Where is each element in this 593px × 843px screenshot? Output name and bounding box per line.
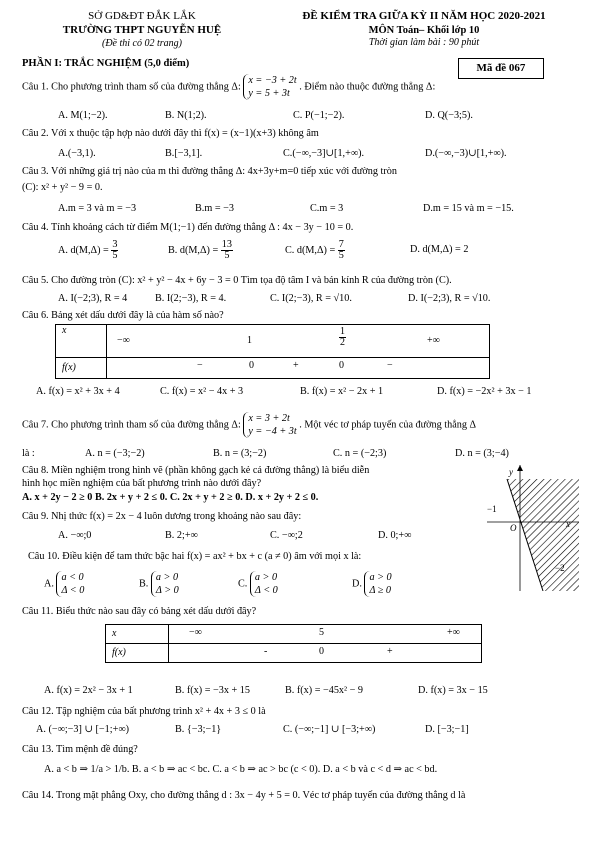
q6-sign-5: − [387, 360, 393, 371]
q6-f-values [107, 358, 490, 379]
x-label: x [566, 519, 570, 529]
q8-graph [487, 465, 579, 591]
q1-eq2: y = 5 + 3t [248, 88, 290, 99]
q10-d-system [364, 571, 391, 597]
q7-option-d[interactable]: D. n = (3;−4) [455, 448, 509, 459]
q6-option-b[interactable]: B. f(x) = x² − 2x + 1 [300, 386, 384, 397]
q11-x-head: x [106, 625, 169, 644]
q1-system [243, 74, 296, 100]
q11-sign-3: + [387, 646, 393, 657]
q6-x-4: +∞ [427, 335, 440, 346]
q10-d-label: D. [352, 578, 362, 590]
q6-x-values [107, 325, 490, 358]
q10-c-system [250, 571, 278, 597]
question-7 [22, 412, 476, 438]
q2-option-a[interactable]: A.(−3,1). [58, 148, 96, 159]
q9-option-c[interactable]: C. −∞;2 [270, 530, 303, 541]
q11-x-3: +∞ [447, 627, 460, 638]
q10-option-c[interactable] [238, 571, 278, 597]
question-6: Câu 6. Bảng xét dấu dưới đây là của hàm số nào? [22, 310, 224, 321]
q11-option-b[interactable]: B. f(x) = −3x + 15 [175, 685, 250, 696]
q4-c-num: 7 [338, 239, 344, 250]
q4-c-den: 5 [338, 250, 344, 261]
q6-f-row [56, 358, 490, 379]
q11-f-head: f(x) [106, 644, 169, 663]
question-12: Câu 12. Tập nghiệm của bất phương trình x² + 4x + 3 ≤ 0 là [22, 706, 266, 717]
q7-system [243, 412, 296, 438]
q5-option-d[interactable]: D. I(−2;3), R = √10. [408, 293, 491, 304]
q1-option-a[interactable]: A. M(1;−2). [58, 110, 108, 121]
q11-f-values [169, 644, 482, 663]
q4-b-label: B. d(M,Δ) = [168, 244, 219, 256]
q4-b-fraction [221, 240, 233, 261]
q11-sign-2: 0 [319, 646, 324, 657]
q11-f-row [106, 644, 482, 663]
q6-option-d[interactable]: D. f(x) = −2x² + 3x − 1 [437, 386, 532, 397]
q4-b-num: 13 [221, 239, 232, 250]
q6-x-row [56, 325, 490, 358]
q10-b-system [151, 571, 179, 597]
q11-x-row [106, 625, 482, 644]
q9-option-d[interactable]: D. 0;+∞ [378, 530, 412, 541]
q10-b-label: B. [139, 578, 149, 590]
q11-sign-1: - [264, 646, 268, 657]
q4-a-label: A. d(M,Δ) = [58, 244, 109, 256]
question-10: Câu 10. Điều kiện để tam thức bậc hai f(x) = ax² + bx + c (a ≠ 0) âm với mọi x là: [28, 551, 362, 562]
q7-la: là : [22, 448, 35, 459]
subject: MÔN Toán– Khối lớp 10 [368, 24, 480, 36]
q12-option-a[interactable]: A. (−∞;−3] ∪ [−1;+∞) [36, 724, 130, 735]
q6-x-head: x [56, 325, 107, 358]
q6-sign-1: − [197, 360, 203, 371]
q11-option-a[interactable]: A. f(x) = 2x² − 3x + 1 [44, 685, 133, 696]
q2-option-d[interactable]: D.(−∞,−3)∪[1,+∞). [425, 148, 507, 159]
q10-a-label: A. [44, 578, 54, 590]
q11-option-d[interactable]: D. f(x) = 3x − 15 [418, 685, 488, 696]
question-14: Câu 14. Trong mặt phẳng Oxy, cho đường thẳng d : 3x − 4y + 5 = 0. Véc tơ pháp tuyến của đường thẳng d là [22, 790, 466, 801]
header-left [22, 10, 262, 50]
q6-option-a[interactable]: A. f(x) = x² + 3x + 4 [36, 386, 120, 397]
q10-b-2: Δ > 0 [155, 585, 179, 596]
page-count: (Đề thi có 02 trang) [102, 37, 182, 49]
tick-minus-2: −2 [555, 563, 565, 573]
q4-c-label: C. d(M,Δ) = [285, 244, 336, 256]
q11-option-b2[interactable]: B. f(x) = −45x² − 9 [285, 685, 364, 696]
q6-sign-table [55, 324, 490, 379]
q8-options[interactable]: A. x + 2y − 2 ≥ 0 B. 2x + y + 2 ≤ 0. C. 2x + y + 2 ≥ 0. D. x + 2y + 2 ≤ 0. [22, 492, 319, 503]
q4-a-den: 5 [112, 250, 118, 261]
dept-name: SỞ GD&ĐT ĐẮK LẮK [88, 10, 196, 22]
school-name: TRƯỜNG THPT NGUYỄN HUỆ [62, 23, 222, 36]
q10-option-b[interactable] [139, 571, 179, 597]
q12-option-c[interactable]: C. (−∞;−1] ∪ [−3;+∞) [283, 724, 376, 735]
header-right [268, 10, 580, 49]
q1-text: Câu 1. Cho phương trình tham số của đường thẳng Δ: [22, 81, 241, 93]
q7-option-a[interactable]: A. n = (−3;−2) [85, 448, 145, 459]
q6-sign-3: + [293, 360, 299, 371]
q6-x-1: −∞ [117, 335, 130, 346]
question-4: Câu 4. Tính khoảng cách từ điểm M(1;−1) đến đường thẳng Δ : 4x − 3y − 10 = 0. [22, 222, 354, 233]
question-11: Câu 11. Biểu thức nào sau đây có bảng xét dấu dưới đây? [22, 606, 257, 617]
q7-eq1: x = 3 + 2t [248, 413, 290, 424]
question-1 [22, 74, 435, 100]
q10-b-1: a > 0 [155, 572, 179, 583]
question-9: Câu 9. Nhị thức f(x) = 2x − 4 luôn dương trong khoảng nào sau đây: [22, 511, 302, 522]
q6-f-head: f(x) [56, 358, 107, 379]
q10-option-d[interactable] [352, 571, 392, 597]
tick-minus-1: −1 [487, 504, 497, 514]
question-8-cont: hình học miền nghiệm của bất phương trình nào dưới đây? [22, 478, 262, 489]
question-8: Câu 8. Miền nghiệm trong hình vẽ (phần không gạch kẻ cả đường thẳng) là biểu diễn [22, 465, 370, 476]
q6-x-3: $\frac{1}{2}$ [340, 326, 345, 348]
q10-c-1: a > 0 [254, 572, 278, 583]
q10-c-label: C. [238, 578, 248, 590]
q10-a-2: Δ < 0 [61, 585, 85, 596]
q4-a-num: 3 [112, 239, 118, 250]
q10-a-system [56, 571, 84, 597]
exam-title: ĐỀ KIỂM TRA GIỮA KỲ II NĂM HỌC 2020-2021 [302, 10, 546, 22]
q1-option-b[interactable]: B. N(1;2). [165, 110, 207, 121]
question-3-cont: (C): x² + y² − 9 = 0. [22, 182, 103, 193]
q12-option-d[interactable]: D. [−3;−1] [425, 724, 469, 735]
q7-text: Câu 7. Cho phương trình tham số của đường thẳng Δ: [22, 419, 241, 431]
question-5: Câu 5. Cho đường tròn (C): x² + y² − 4x + 6y − 3 = 0 Tìm tọa độ tâm I và bán kính R của đường tròn (C). [22, 275, 452, 286]
q12-option-b[interactable]: B. {−3;−1} [175, 724, 222, 735]
q4-c-fraction [338, 240, 345, 261]
q11-sign-table [105, 624, 482, 663]
hatched-region [507, 479, 579, 591]
q9-option-a[interactable]: A. −∞;0 [58, 530, 92, 541]
q2-option-b[interactable]: B.[−3,1]. [165, 148, 203, 159]
q11-x-1: −∞ [189, 627, 202, 638]
q3-option-b[interactable]: B.m = −3 [195, 203, 234, 214]
question-13: Câu 13. Tìm mệnh đề đúng? [22, 744, 138, 755]
q5-option-a[interactable]: A. I(−2;3), R = 4 [58, 293, 128, 304]
q10-d-1: a > 0 [369, 572, 392, 583]
q7-option-b[interactable]: B. n = (3;−2) [213, 448, 267, 459]
q9-option-b[interactable]: B. 2;+∞ [165, 530, 198, 541]
q3-option-a[interactable]: A.m = 3 và m = −3 [58, 203, 137, 214]
q7-text-end: . Một véc tơ pháp tuyến của đường thẳng Δ [299, 419, 477, 431]
q4-option-b[interactable] [168, 240, 233, 261]
q5-option-c[interactable]: C. I(2;−3), R = √10. [270, 293, 352, 304]
q1-text-end: . Điểm nào thuộc đường thẳng Δ: [299, 81, 436, 93]
q4-b-den: 5 [224, 250, 230, 261]
q4-option-a[interactable] [58, 240, 118, 261]
q1-option-d[interactable]: D. Q(−3;5). [425, 110, 473, 121]
q6-sign-2: 0 [249, 360, 254, 371]
q4-option-c[interactable] [285, 240, 345, 261]
q1-eq1: x = −3 + 2t [248, 75, 297, 86]
exam-code: Mã đề 067 [458, 58, 544, 79]
q10-d-2: Δ ≥ 0 [369, 585, 392, 596]
question-2: Câu 2. Với x thuộc tập hợp nào dưới đây thì f(x) = (x−1)(x+3) không âm [22, 128, 319, 139]
q3-option-c[interactable]: C.m = 3 [310, 203, 344, 214]
q4-option-d[interactable]: D. d(M,Δ) = 2 [410, 244, 469, 255]
time-limit: Thời gian làm bài : 90 phút [368, 36, 480, 48]
origin-label: O [510, 523, 517, 533]
y-arrow-icon [517, 465, 523, 471]
q6-sign-4: 0 [339, 360, 344, 371]
q5-option-b[interactable]: B. I(2;−3), R = 4. [155, 293, 227, 304]
question-3: Câu 3. Với những giá trị nào của m thì đường thẳng Δ: 4x+3y+m=0 tiếp xúc với đường tròn [22, 166, 397, 177]
q10-option-a[interactable] [44, 571, 84, 597]
q7-option-c[interactable]: C. n = (−2;3) [333, 448, 387, 459]
q6-x-2: 1 [247, 335, 252, 346]
q1-option-c[interactable]: C. P(−1;−2). [293, 110, 345, 121]
q3-option-d[interactable]: D.m = 15 và m = −15. [423, 203, 514, 214]
q13-options[interactable]: A. a < b ⇒ 1/a > 1/b. B. a < b ⇒ ac < bc. C. a < b ⇒ ac > bc (c < 0). D. a < b và c < d ⇒ ac < bd. [44, 764, 438, 775]
q4-a-fraction [111, 240, 118, 261]
part-title: PHẦN I: TRẮC NGHIỆM (5,0 điểm) [22, 58, 190, 69]
q6-option-c[interactable]: C. f(x) = x² − 4x + 3 [160, 386, 244, 397]
q7-eq2: y = −4 + 3t [248, 426, 297, 437]
q10-c-2: Δ < 0 [254, 585, 278, 596]
q11-x-values [169, 625, 482, 644]
y-label: y [509, 467, 513, 477]
q10-a-1: a < 0 [61, 572, 84, 583]
q2-option-c[interactable]: C.(−∞,−3]∪[1,+∞). [283, 148, 365, 159]
q11-x-2: 5 [319, 627, 324, 638]
